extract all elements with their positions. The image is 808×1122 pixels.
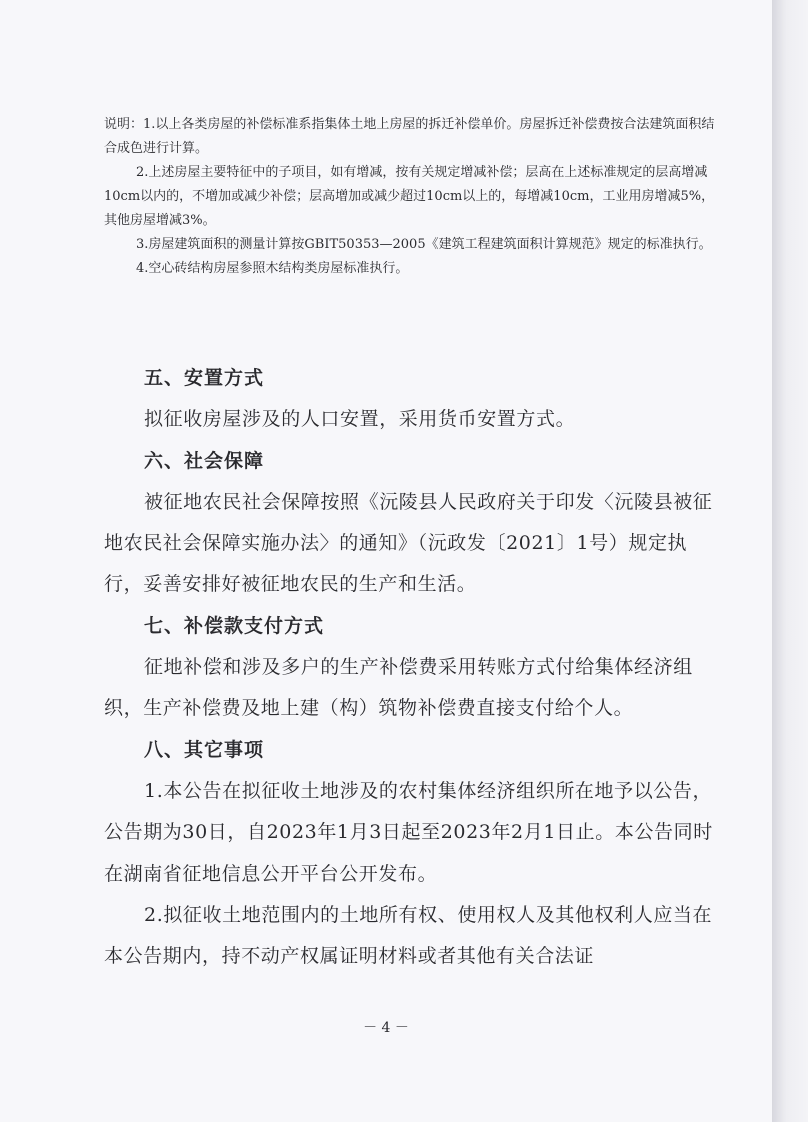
section-heading: 八、其它事项 [144, 738, 265, 761]
notes-block [104, 113, 724, 281]
section-paragraph: 被征地农民社会保障按照《沅陵县人民政府关于印发〈沅陵县被征地农民社会保障实施办法〉的通知》（沅政发〔2021〕1号）规定执行，妥善安排好被征地农民的生产和生活。 [104, 490, 713, 596]
note-item: 2.上述房屋主要特征中的子项目，如有增减，按有关规定增减补偿；层高在上述标准规定的层高增减10cm以内的，不增加或减少补偿；层高增加或减少超过10cm以上的，每增减10cm，工业用房增减5%，其他房屋增减3%。 [104, 165, 715, 228]
section-heading: 五、安置方式 [144, 367, 265, 389]
section-heading: 六、社会保障 [144, 449, 265, 472]
note-item: 3.房屋建筑面积的测量计算按GBIT50353—2005《建筑工程建筑面积计算规范》规定的标准执行。 [136, 237, 712, 252]
page-number: － 4 － [363, 1020, 409, 1036]
note-item: 4.空心砖结构房屋参照木结构类房屋标准执行。 [136, 261, 409, 276]
section-heading: 七、补偿款支付方式 [144, 614, 325, 637]
section-paragraph: 征地补偿和涉及多户的生产补偿费采用转账方式付给集体经济组织，生产补偿费及地上建（构）筑物补偿费直接支付给个人。 [104, 656, 693, 720]
section-paragraph: 拟征收房屋涉及的人口安置，采用货币安置方式。 [144, 408, 576, 431]
main-body [104, 358, 724, 977]
section-paragraph: 1.本公告在拟征收土地涉及的农村集体经济组织所在地予以公告，公告期为30日，自2023年1月3日起至2023年2月1日止。本公告同时在湖南省征地信息公开平台公开发布。 [104, 779, 713, 885]
section-paragraph: 2.拟征收土地范围内的土地所有权、使用权人及其他权利人应当在本公告期内，持不动产权属证明材料或者其他有关合法证 [104, 903, 713, 968]
note-item: 说明：1.以上各类房屋的补偿标准系指集体土地上房屋的拆迁补偿单价。房屋拆迁补偿费按合法建筑面积结合成色进行计算。 [104, 117, 715, 156]
scan-edge [772, 0, 808, 1122]
